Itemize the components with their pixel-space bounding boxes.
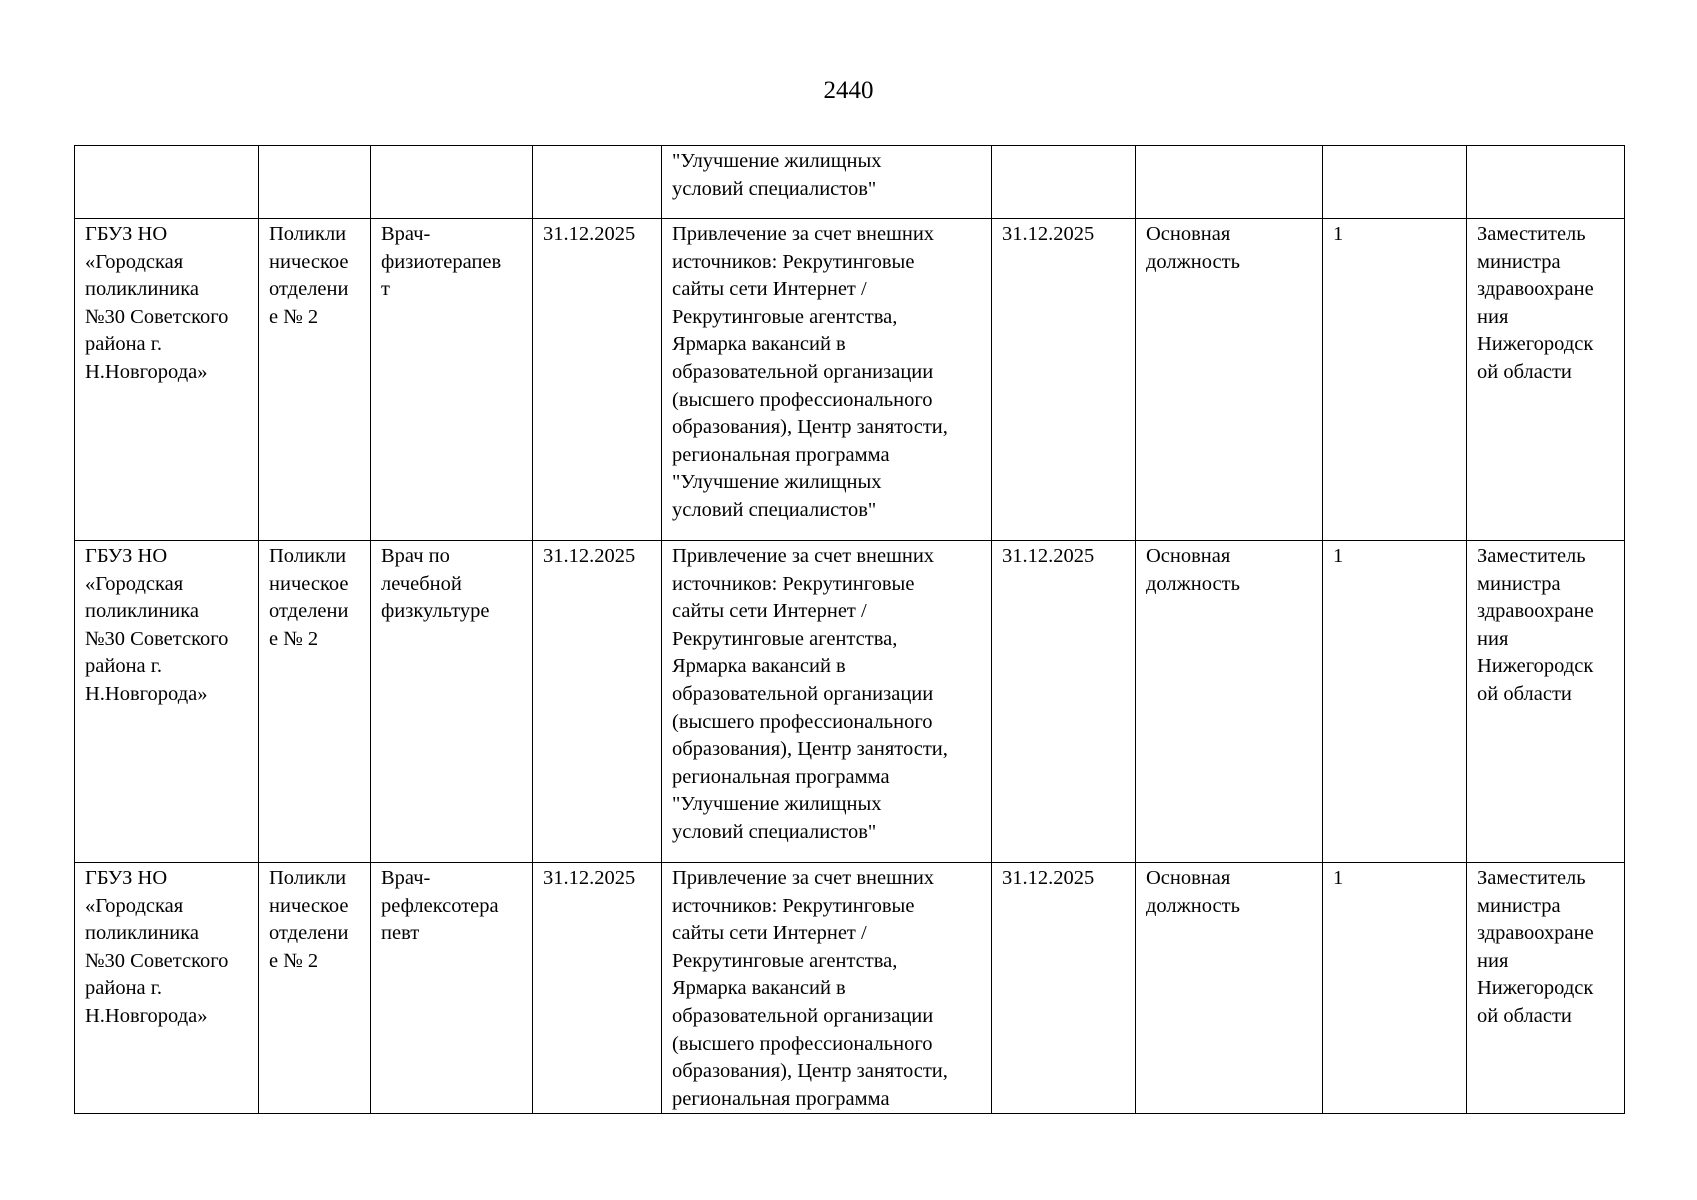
cell-count: 1: [1323, 863, 1467, 1114]
cell-responsible: [1467, 219, 1625, 541]
cell-text-line: Заместитель: [1477, 867, 1586, 889]
cell-text-line: Заместитель: [1477, 545, 1586, 567]
cell-text-line: отделени: [269, 600, 349, 623]
cell-text-line: лечебной: [381, 572, 462, 595]
cell-text-line: министра: [1477, 572, 1561, 595]
cell-text-line: образовательной организации: [672, 682, 934, 705]
cell-organization: [75, 146, 259, 219]
cell-employment-type: [1136, 863, 1323, 1114]
cell-text-line: Привлечение за счет внешних: [672, 867, 935, 889]
cell-text-line: певт: [381, 922, 420, 945]
cell-employment-type: [1136, 219, 1323, 541]
cell-position: [371, 863, 533, 1114]
cell-responsible: [1467, 146, 1625, 219]
cell-organization: [75, 541, 259, 863]
cell-count: [1323, 146, 1467, 219]
cell-text-line: "Улучшение жилищных: [672, 793, 882, 816]
cell-text-line: образования), Центр занятости,: [672, 1060, 948, 1083]
cell-text-line: Врач-: [381, 223, 431, 245]
cell-text-line: поликлиника: [85, 922, 200, 945]
cell-text-line: поликлиника: [85, 278, 200, 301]
cell-text-line: Основная: [1146, 545, 1231, 567]
cell-text-line: Основная: [1146, 223, 1231, 245]
cell-text-line: района г.: [85, 655, 162, 678]
cell-employment-type: [1136, 541, 1323, 863]
cell-text-line: образования), Центр занятости,: [672, 416, 948, 439]
cell-text-line: «Городская: [85, 894, 184, 917]
cell-text-line: региональная программа: [672, 1087, 890, 1110]
cell-text-line: образовательной организации: [672, 360, 934, 383]
cell-text-line: поликлиника: [85, 600, 200, 623]
cell-text-line: ния: [1477, 627, 1509, 650]
cell-text-line: ой области: [1477, 1004, 1572, 1027]
cell-department: [259, 863, 371, 1114]
cell-employment-type: [1136, 146, 1323, 219]
cell-text-line: Рекрутинговые агентства,: [672, 627, 898, 650]
cell-text-line: Привлечение за счет внешних: [672, 223, 935, 245]
table-row: [75, 219, 1625, 541]
cell-department: [259, 541, 371, 863]
cell-date: 31.12.2025: [533, 219, 662, 541]
cell-text-line: Привлечение за счет внешних: [672, 545, 935, 567]
cell-text-line: Врач-: [381, 867, 431, 889]
cell-text-line: ой области: [1477, 682, 1572, 705]
cell-position: [371, 146, 533, 219]
cell-text-line: образовательной организации: [672, 1004, 934, 1027]
cell-position: [371, 219, 533, 541]
cell-text-line: условий специалистов": [672, 498, 877, 521]
cell-text-line: здравоохране: [1477, 600, 1594, 623]
cell-position: [371, 541, 533, 863]
cell-text-line: должность: [1146, 250, 1240, 273]
table-row: [75, 863, 1625, 1114]
cell-text-line: (высшего профессионального: [672, 388, 933, 411]
cell-text-line: должность: [1146, 572, 1240, 595]
table-row: [75, 541, 1625, 863]
cell-text-line: отделени: [269, 922, 349, 945]
cell-responsible: [1467, 541, 1625, 863]
cell-text-line: "Улучшение жилищных: [672, 471, 882, 494]
cell-text-line: Н.Новгорода»: [85, 360, 208, 383]
cell-text-line: образования), Центр занятости,: [672, 738, 948, 761]
cell-text-line: ническое: [269, 894, 349, 917]
cell-text-line: рефлексотера: [381, 894, 499, 917]
cell-text-line: здравоохране: [1477, 278, 1594, 301]
cell-text-line: Н.Новгорода»: [85, 1004, 208, 1027]
cell-text-line: здравоохране: [1477, 922, 1594, 945]
cell-text-line: физиотерапев: [381, 250, 502, 273]
cell-text-line: «Городская: [85, 572, 184, 595]
cell-text-line: района г.: [85, 977, 162, 1000]
cell-text-line: министра: [1477, 250, 1561, 273]
page-number: 2440: [823, 77, 874, 104]
cell-text-line: Врач по: [381, 545, 450, 567]
vacancy-table: [74, 145, 1625, 1114]
cell-text-line: Рекрутинговые агентства,: [672, 949, 898, 972]
cell-text-line: сайты сети Интернет /: [672, 922, 867, 945]
cell-recruitment-method: [662, 541, 992, 863]
cell-text-line: источников: Рекрутинговые: [672, 572, 915, 595]
cell-text-line: Заместитель: [1477, 223, 1586, 245]
cell-text-line: ния: [1477, 949, 1509, 972]
cell-text-line: условий специалистов": [672, 820, 877, 843]
cell-text-line: физкультуре: [381, 600, 490, 623]
cell-text-line: Ярмарка вакансий в: [672, 977, 846, 1000]
cell-text-line: №30 Советского: [85, 627, 229, 650]
cell-organization: [75, 863, 259, 1114]
cell-count: 1: [1323, 541, 1467, 863]
cell-text-line: источников: Рекрутинговые: [672, 894, 915, 917]
cell-department: [259, 146, 371, 219]
cell-text-line: Ярмарка вакансий в: [672, 655, 846, 678]
cell-organization: [75, 219, 259, 541]
cell-text-line: министра: [1477, 894, 1561, 917]
cell-text-line: Нижегородск: [1477, 333, 1594, 356]
cell-department: [259, 219, 371, 541]
cell-text-line: отделени: [269, 278, 349, 301]
cell-recruitment-method: [662, 863, 992, 1114]
cell-date: [533, 146, 662, 219]
cell-text-line: ГБУЗ НО: [85, 223, 168, 245]
cell-text-line: должность: [1146, 894, 1240, 917]
cell-text-line: Поликли: [269, 545, 347, 567]
cell-text-line: (высшего профессионального: [672, 1032, 933, 1055]
cell-text-line: ния: [1477, 305, 1509, 328]
cell-date: 31.12.2025: [533, 863, 662, 1114]
cell-text-line: №30 Советского: [85, 949, 229, 972]
cell-date: [992, 146, 1136, 219]
cell-text-line: е № 2: [269, 949, 319, 972]
cell-date: 31.12.2025: [992, 863, 1136, 1114]
cell-text-line: №30 Советского: [85, 305, 229, 328]
cell-text-line: е № 2: [269, 305, 319, 328]
cell-text-line: условий специалистов": [672, 177, 877, 200]
cell-text-line: ГБУЗ НО: [85, 545, 168, 567]
cell-text-line: Нижегородск: [1477, 977, 1594, 1000]
cell-text-line: е № 2: [269, 627, 319, 650]
cell-text-line: т: [381, 278, 390, 301]
cell-text-line: Поликли: [269, 867, 347, 889]
cell-text-line: Нижегородск: [1477, 655, 1594, 678]
cell-date: 31.12.2025: [533, 541, 662, 863]
cell-text-line: Н.Новгорода»: [85, 682, 208, 705]
cell-text-line: ническое: [269, 572, 349, 595]
cell-text-line: сайты сети Интернет /: [672, 600, 867, 623]
table-row-continuation: [75, 146, 1625, 219]
cell-text-line: Ярмарка вакансий в: [672, 333, 846, 356]
cell-text-line: сайты сети Интернет /: [672, 278, 867, 301]
cell-text-line: региональная программа: [672, 443, 890, 466]
cell-recruitment-method: [662, 219, 992, 541]
cell-text-line: региональная программа: [672, 765, 890, 788]
cell-recruitment-method: [662, 146, 992, 219]
cell-text-line: "Улучшение жилищных: [672, 150, 882, 172]
cell-text-line: источников: Рекрутинговые: [672, 250, 915, 273]
cell-text-line: ническое: [269, 250, 349, 273]
cell-text-line: Поликли: [269, 223, 347, 245]
cell-date: 31.12.2025: [992, 219, 1136, 541]
cell-text-line: района г.: [85, 333, 162, 356]
cell-text-line: ой области: [1477, 360, 1572, 383]
cell-text-line: ГБУЗ НО: [85, 867, 168, 889]
cell-responsible: [1467, 863, 1625, 1114]
cell-text-line: «Городская: [85, 250, 184, 273]
cell-count: 1: [1323, 219, 1467, 541]
cell-text-line: Рекрутинговые агентства,: [672, 305, 898, 328]
cell-text-line: (высшего профессионального: [672, 710, 933, 733]
cell-text-line: Основная: [1146, 867, 1231, 889]
cell-date: 31.12.2025: [992, 541, 1136, 863]
